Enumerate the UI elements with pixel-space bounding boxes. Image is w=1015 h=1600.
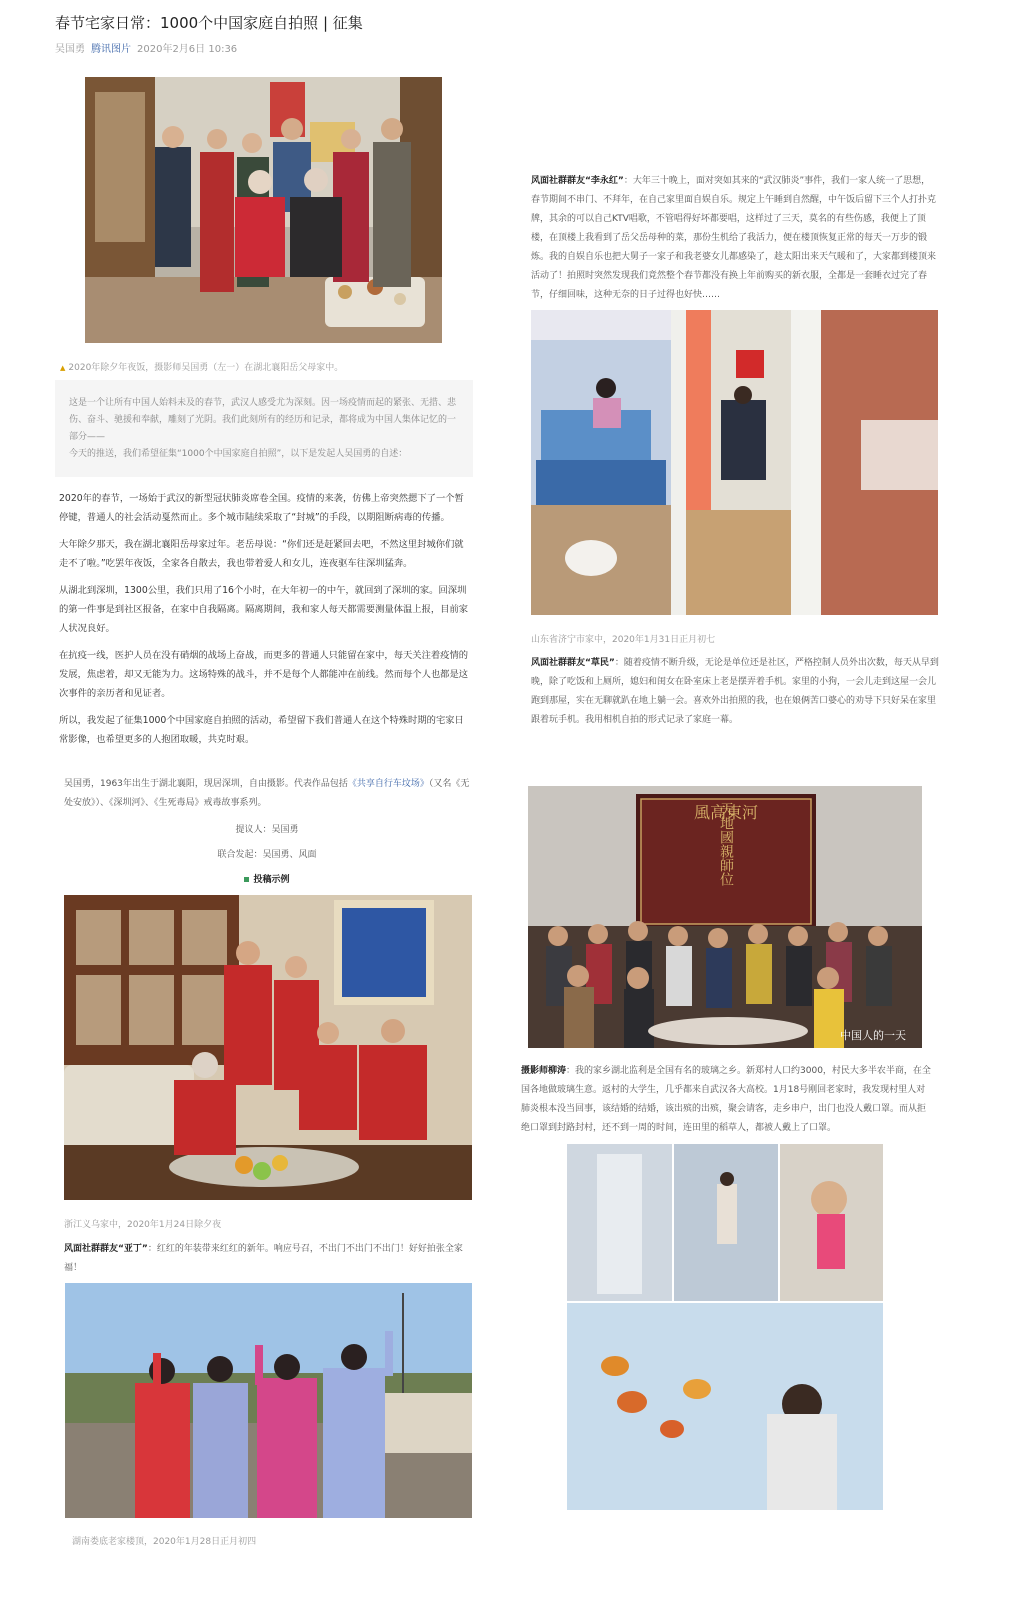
- body-p1: 2020年的春节，一场始于武汉的新型冠状肺炎席卷全国。疫情的来袭，仿佛上帝突然摁下了一个暂停键，普通人的社会活动戛然而止。多个城市陆续采取了“封城”的手段，以期阻断病毒的传播。: [59, 493, 464, 523]
- proposer: 提议人：吴国勇: [235, 825, 299, 835]
- photo-rooms-jining: [531, 310, 938, 615]
- contributor-name: 风面社群群友“草民”: [531, 658, 615, 668]
- photo-rooftop-waving: [65, 1283, 472, 1518]
- publish-date: 2020年2月6日 10:36: [137, 44, 238, 55]
- photo-child-collage: [567, 1144, 883, 1510]
- body-p5: 所以，我发起了征集1000个中国家庭自拍照的活动，希望留下我们普通人在这个特殊时期的宅家日常影像，也希望更多的人抱团取暖，共克时艰。: [59, 715, 464, 745]
- caption-1: ▲ 2020年除夕年夜饭，摄影师吴国勇（左一）在湖北襄阳岳父母家中。: [60, 363, 344, 373]
- photo-watermark: 中国人的一天: [840, 1029, 906, 1042]
- intro-quote: [55, 380, 473, 477]
- contributor-name: 摄影师柳涛: [521, 1066, 567, 1076]
- right-story-2: 风面社群群友“草民”：随着疫情不断升级，无论是单位还是社区，严格控制人员外出次数，每天从早到晚，除了吃饭和上厕所，媳妇和闺女在卧室床上老是摆弄着手机。家里的小狗，一会儿走到这屋一会儿跑到那屋，实在无聊就趴在地上躺一会。喜欢外出拍照的我，也在娘俩苦口婆心的劝导下只好呆在家里跟着玩手机。我用相机自拍的形式记录了家庭一幕。: [531, 658, 939, 725]
- intro-quote-p2: 今天的推送，我们希望征集“1000个中国家庭自拍照”，以下是发起人吴国勇的自述：: [69, 449, 408, 459]
- article-body: [59, 489, 471, 757]
- photo-masked-village: [528, 786, 922, 1048]
- article-title: 春节宅家日常：1000个中国家庭自拍照 | 征集: [55, 14, 363, 32]
- caption-3: 浙江义乌家中，2020年1月24日除夕夜: [64, 1220, 222, 1230]
- caption-2: 山东省济宁市家中，2020年1月31日正月初七: [531, 635, 716, 645]
- body-p4: 在抗疫一线，医护人员在没有硝烟的战场上奋战，而更多的普通人只能留在家中，每天关注着疫情的发展，焦虑着，却又无能为力。这场特殊的战斗，并不是每个人都能冲在前线。然而每个人也都是这次事件的亲历者和见证者。: [59, 650, 469, 699]
- green-square-icon: [244, 877, 249, 882]
- bio-work-link[interactable]: 《共享自行车坟场》: [347, 779, 429, 789]
- left-story-2: 风面社群群友“亚丁”：红红的年装带来红红的新年。响应号召，不出门不出门不出门！好好拍张全家福！: [64, 1244, 463, 1273]
- examples-heading: 投稿示例: [64, 871, 470, 890]
- author[interactable]: 吴国勇: [55, 44, 85, 55]
- photo-family-dinner: [85, 77, 442, 343]
- body-p3: 从湖北到深圳，1300公里，我们只用了16个小时，在大年初一的中午，就回到了深圳的家。回深圳的第一件事是到社区报备，在家中自我隔离。隔离期间，我和家人每天都需要测量体温上报，目前家人状况良好。: [59, 585, 469, 634]
- source-link[interactable]: 腾讯图片: [91, 44, 131, 55]
- photo-red-family: [64, 895, 472, 1200]
- right-story-1: 风面社群群友“李永红”：大年三十晚上，面对突如其来的“武汉肺炎”事件，我们一家人统一了思想，春节期间不串门、不拜年，在自己家里面自娱自乐。规定上午睡到自然醒，中午饭后留下三个人打扑克牌，其余的可以自己KTV唱歌，不管唱得好坏都要唱，这样过了三天，莫名的有些伤感，我便上了顶楼，在顶楼上我看到了岳父岳母种的菜，那份生机给了我活力，便在楼顶恢复正常的每天一万步的锻炼。我的自娱自乐也把大舅子一家子和我老婆女儿都感染了，趁太阳出来天气暖和了，大家都到楼顶来活动了！拍照时突然发现我们竟然整个春节都没有换上年前购买的新衣服，全都是一套睡衣过完了春节，仔细回味，这种无奈的日子过得也好快……: [531, 176, 937, 300]
- contributor-name: 风面社群群友“亚丁”: [64, 1244, 148, 1254]
- intro-quote-p1: 这是一个让所有中国人始料未及的春节，武汉人感受尤为深刻。因一场疫情而起的紧张、无措、悲伤、奋斗、驰援和奉献，雕刻了光阴。我们此刻所有的经历和记录，都将成为中国人集体记忆的一部分——: [69, 398, 457, 442]
- contributor-name: 风面社群群友“李永红”: [531, 176, 624, 186]
- body-p2: 大年除夕那天，我在湖北襄阳岳母家过年。老岳母说：“你们还是赶紧回去吧，不然这里封城你们就走不了啦。”吃罢年夜饭，全家各自散去，我也带着爱人和女儿，连夜驱车往深圳猛奔。: [59, 539, 464, 569]
- caption-4: 湖南娄底老家楼顶，2020年1月28日正月初四: [72, 1537, 257, 1547]
- article-meta: [55, 40, 237, 55]
- co-sponsor: 联合发起：吴国勇、风面: [217, 850, 317, 860]
- author-bio: 吴国勇，1963年出生于湖北襄阳，现居深圳，自由摄影。代表作品包括《共享自行车坟场》（又名《无处安放》）、《深圳河》、《生死毒局》戒毒故事系列。: [64, 779, 470, 808]
- right-story-3: 摄影师柳涛：我的家乡湖北监利是全国有名的玻璃之乡。新郑村人口约3000，村民大多半农半商，在全国各地做玻璃生意。返村的大学生，几乎都来自武汉各大高校。1月18号刚回老家时，我发现村里人对肺炎根本没当回事，该结婚的结婚，该出殡的出殡，聚会请客，走乡串户，出门也没人戴口罩。而从拒绝口罩到封路封村，还不到一周的时间，连田里的稻草人，都被人戴上了口罩。: [521, 1066, 931, 1133]
- scroll-center: 天地國親師位: [718, 802, 734, 886]
- caption-triangle-icon: ▲: [60, 364, 66, 372]
- scroll-top: 風高東河: [693, 803, 759, 822]
